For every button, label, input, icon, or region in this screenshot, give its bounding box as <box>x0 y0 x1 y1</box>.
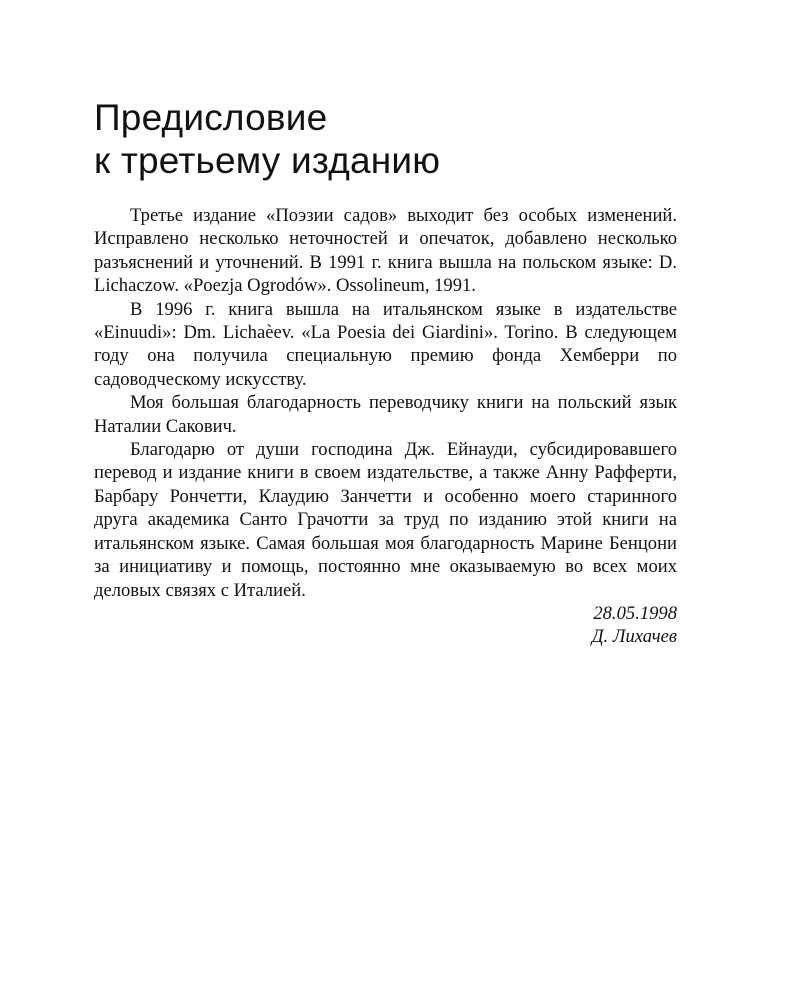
preface-body <box>94 204 677 649</box>
signature-date: 28.05.1998 <box>593 602 677 624</box>
paragraph-4: Благодарю от души господина Дж. Ейнауди, субсидировавшего перевод и издание книги в своем издательстве, а также Анну Рафферти, Барбару Рончетти, Клаудию Занчетти и особенно моего старинного друга академика Санто Грачотти за труд по изданию этой книги на итальянском языке. Самая большая моя благодарность Марине Бенцони за инициативу и помощь, постоянно мне оказываемую во всех моих деловых связях с Италией. <box>94 439 677 601</box>
document-page <box>94 96 677 649</box>
paragraph-2: В 1996 г. книга вышла на итальянском языке в издательстве «Einuudi»: Dm. Lichaèev. «La Poesia dei Giardini». Torino. В следующем году она получила специальную премию фонда Хемберри по садоводческому искусству. <box>94 298 677 390</box>
page-title <box>94 96 677 182</box>
page-title-line-1: Предисловие <box>94 97 328 138</box>
page-title-line-2: к третьему изданию <box>94 140 441 181</box>
signature-author: Д. Лихачев <box>591 626 677 648</box>
paragraph-3: Моя большая благодарность переводчику книги на польский язык Наталии Сакович. <box>94 392 677 437</box>
paragraph-1: Третье издание «Поэзии садов» выходит без особых изменений. Исправлено несколько неточностей и опечаток, добавлено несколько разъяснений и уточнений. В 1991 г. книга вышла на польском языке: D. Lichaczow. «Poezja Ogrodów». Ossolineum, 1991. <box>94 205 677 297</box>
